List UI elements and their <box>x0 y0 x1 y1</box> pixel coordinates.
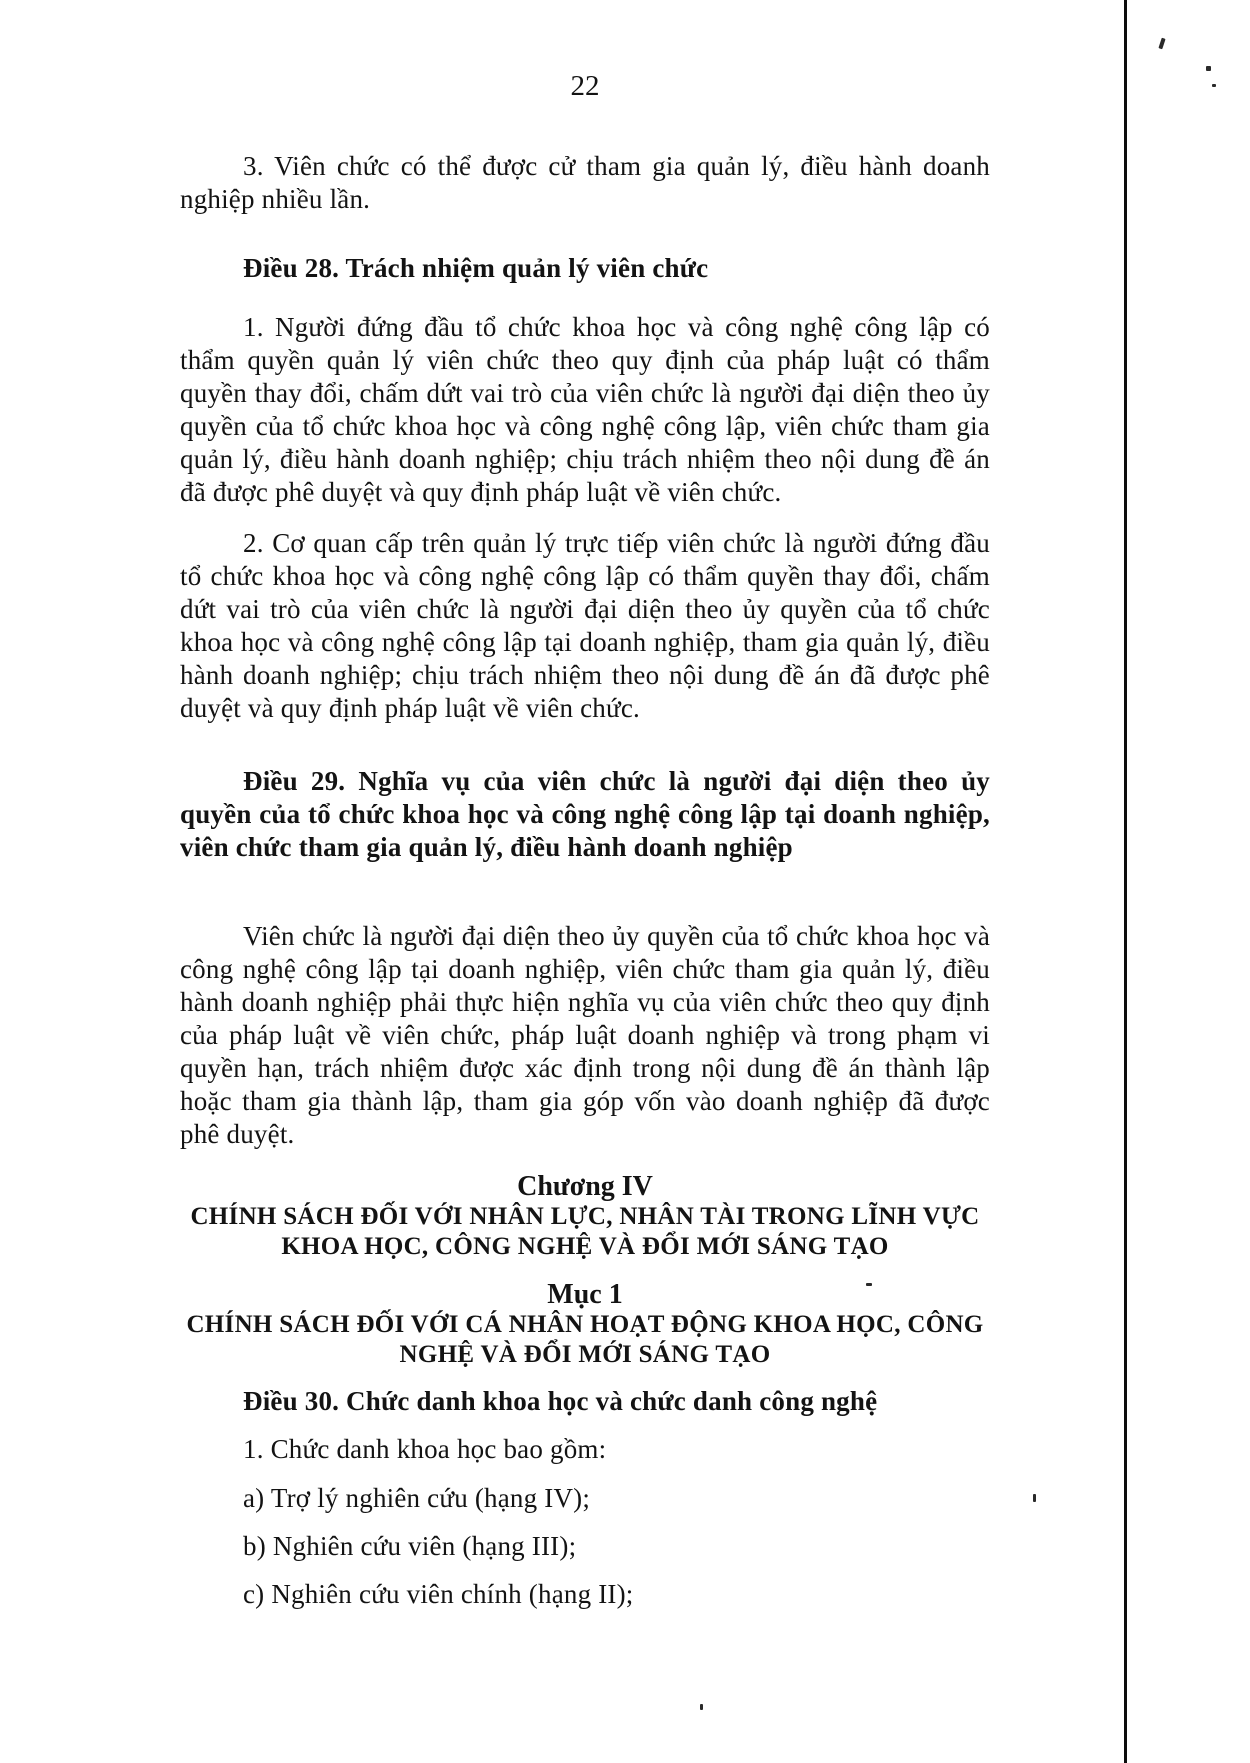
section-title: CHÍNH SÁCH ĐỐI VỚI CÁ NHÂN HOẠT ĐỘNG KHOA HỌC, CÔNG NGHỆ VÀ ĐỔI MỚI SÁNG TẠO <box>186 1311 984 1368</box>
article-30-item-a: a) Trợ lý nghiên cứu (hạng IV); <box>243 1483 591 1513</box>
scan-speck <box>1212 84 1216 87</box>
document-content <box>180 0 990 1611</box>
chapter-label: Chương IV <box>517 1171 653 1202</box>
article-28-clause-2: 2. Cơ quan cấp trên quản lý trực tiếp viên chức là người đứng đầu tổ chức khoa học và công nghệ công lập có thẩm quyền thay đổi, chấm dứt vai trò của viên chức là người đại diện theo ủy quyền của tổ chức khoa học và công nghệ công lập tại doanh nghiệp, tham gia quản lý, điều hành doanh nghiệp; chịu trách nhiệm theo nội dung đề án đã được phê duyệt và quy định pháp luật về viên chức. <box>180 528 990 723</box>
scan-speck <box>700 1704 703 1710</box>
paragraph-vien-chuc-nhieu-lan: 3. Viên chức có thể được cử tham gia quản lý, điều hành doanh nghiệp nhiều lần. <box>180 151 990 214</box>
article-28-heading: Điều 28. Trách nhiệm quản lý viên chức <box>243 253 709 283</box>
chapter-title: CHÍNH SÁCH ĐỐI VỚI NHÂN LỰC, NHÂN TÀI TRONG LĨNH VỰC KHOA HỌC, CÔNG NGHỆ VÀ ĐỔI MỚI SÁNG TẠO <box>190 1203 980 1260</box>
scan-speck <box>1206 66 1211 71</box>
article-28-clause-1: 1. Người đứng đầu tổ chức khoa học và công nghệ công lập có thẩm quyền quản lý viên chức theo quy định của pháp luật có thẩm quyền thay đổi, chấm dứt vai trò của viên chức là người đại diện theo ủy quyền của tổ chức khoa học và công nghệ công lập, viên chức tham gia quản lý, điều hành doanh nghiệp; chịu trách nhiệm theo nội dung đề án đã được phê duyệt và quy định pháp luật về viên chức. <box>180 312 990 507</box>
page-number: 22 <box>570 70 600 102</box>
article-29-heading: Điều 29. Nghĩa vụ của viên chức là người đại diện theo ủy quyền của tổ chức khoa học và công nghệ công lập tại doanh nghiệp, viên chức tham gia quản lý, điều hành doanh nghiệp <box>180 766 990 862</box>
scan-edge-line <box>1124 0 1127 1763</box>
article-30-heading: Điều 30. Chức danh khoa học và chức danh công nghệ <box>243 1386 878 1416</box>
section-label: Mục 1 <box>547 1279 623 1310</box>
scan-speck <box>1033 1494 1036 1502</box>
article-30-item-c: c) Nghiên cứu viên chính (hạng II); <box>243 1579 634 1609</box>
article-29-body: Viên chức là người đại diện theo ủy quyền của tổ chức khoa học và công nghệ công lập tại doanh nghiệp, viên chức tham gia quản lý, điều hành doanh nghiệp phải thực hiện nghĩa vụ của viên chức theo quy định của pháp luật về viên chức, pháp luật doanh nghiệp và trong phạm vi quyền hạn, trách nhiệm được xác định trong nội dung đề án thành lập hoặc tham gia thành lập, tham gia góp vốn vào doanh nghiệp đã được phê duyệt. <box>180 921 990 1149</box>
scan-speck <box>1158 38 1165 50</box>
article-30-clause-1: 1. Chức danh khoa học bao gồm: <box>243 1434 607 1464</box>
article-30-item-b: b) Nghiên cứu viên (hạng III); <box>243 1531 577 1561</box>
